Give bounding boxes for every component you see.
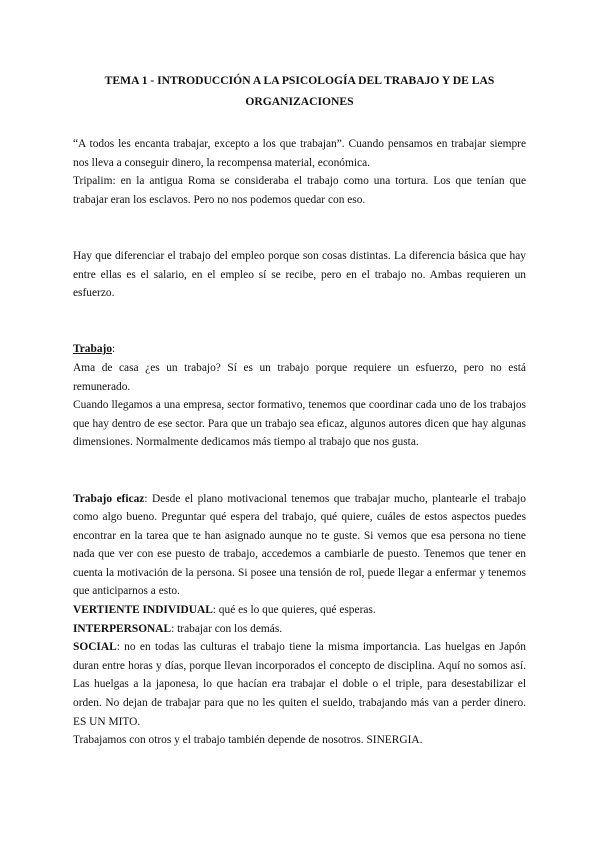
paragraph-social xyxy=(73,638,526,731)
vertiente-individual-heading: VERTIENTE INDIVIDUAL xyxy=(73,604,213,617)
trabajo-colon: : xyxy=(112,343,116,356)
spacer xyxy=(73,452,526,471)
paragraph-vertiente-individual xyxy=(73,601,526,620)
spacer xyxy=(73,209,526,228)
spacer xyxy=(73,228,526,247)
social-heading: SOCIAL xyxy=(73,641,117,654)
document-page xyxy=(73,70,526,750)
paragraph-empresa: Cuando llegamos a una empresa, sector formativo, tenemos que coordinar cada uno de los trabajos que hay dentro de ese sector. Para que un trabajo sea eficaz, algunos autores dicen que hay algunas dimensiones. Normalmente dedicamos más tiempo al trabajo que nos gusta. xyxy=(73,399,526,449)
trabajo-heading: Trabajo xyxy=(73,343,113,356)
interpersonal-heading: INTERPERSONAL xyxy=(73,622,172,635)
interpersonal-text: : trabajar con los demás. xyxy=(171,622,283,635)
paragraph-sinergia: Trabajamos con otros y el trabajo también depende de nosotros. SINERGIA. xyxy=(73,734,423,747)
trabajo-eficaz-heading: Trabajo eficaz xyxy=(73,492,145,505)
paragraph-interpersonal xyxy=(73,620,526,639)
title-line-1: TEMA 1 - INTRODUCCIÓN A LA PSICOLOGÍA DEL TRABAJO Y DE LAS xyxy=(104,74,495,87)
social-text: : no en todas las culturas el trabajo tiene la misma importancia. Las huelgas en Japón duran entre horas y días, porque llevan incorporados el concepto de disciplina. Aquí no somos así. Las huelgas a la japonesa, lo que hacían era trabajar el doble o el triple, para desestabilizar el orden. No dejan de trabajar para que no les quiten el sueldo, trabajando más van a perder dinero. ES UN MITO. xyxy=(73,641,526,728)
spacer xyxy=(73,471,526,490)
spacer xyxy=(73,303,526,322)
title-line-2: ORGANIZACIONES xyxy=(245,95,354,108)
paragraph-trabajo-eficaz xyxy=(73,490,526,602)
paragraph-tripalim: Tripalim: en la antigua Roma se consideraba el trabajo como una tortura. Los que tenían que trabajar eran los esclavos. Pero no nos podemos quedar con eso. xyxy=(73,175,526,206)
paragraph-ama-de-casa: Ama de casa ¿es un trabajo? Sí es un trabajo porque requiere un esfuerzo, pero no está remunerado. xyxy=(73,361,526,393)
paragraph-trabajo-empleo: Hay que diferenciar el trabajo del empleo porque son cosas distintas. La diferencia básica que hay entre ellas es el salario, en el empleo sí se recibe, pero en el trabajo no. Ambas requieren un esfuerzo. xyxy=(73,249,526,300)
vertiente-individual-text: : qué es lo que quieres, qué esperas. xyxy=(212,604,376,617)
paragraph-quote: “A todos les encanta trabajar, excepto a los que trabajan”. Cuando pensamos en trabajar siempre nos lleva a conseguir dinero, la recompensa material, económica. xyxy=(73,138,526,169)
trabajo-eficaz-text: : Desde el plano motivacional tenemos que trabajar mucho, plantearle el trabajo como algo bueno. Preguntar qué espera del trabajo, qué quiere, cuáles de estos aspectos puedes encontrar en la tarea que te han asignado aunque no te guste. Si vemos que esa persona no tiene nada que ver con ese puesto de trabajo, accedemos a cambiarle de puesto. Tenemos que tener en cuenta la motivación de la persona. Si posee una tensión de rol, puede llegar a enfermar y tenemos que anticiparnos a esto. xyxy=(73,492,526,598)
spacer xyxy=(73,322,526,341)
section-trabajo-heading xyxy=(73,340,526,359)
document-title xyxy=(73,70,526,112)
